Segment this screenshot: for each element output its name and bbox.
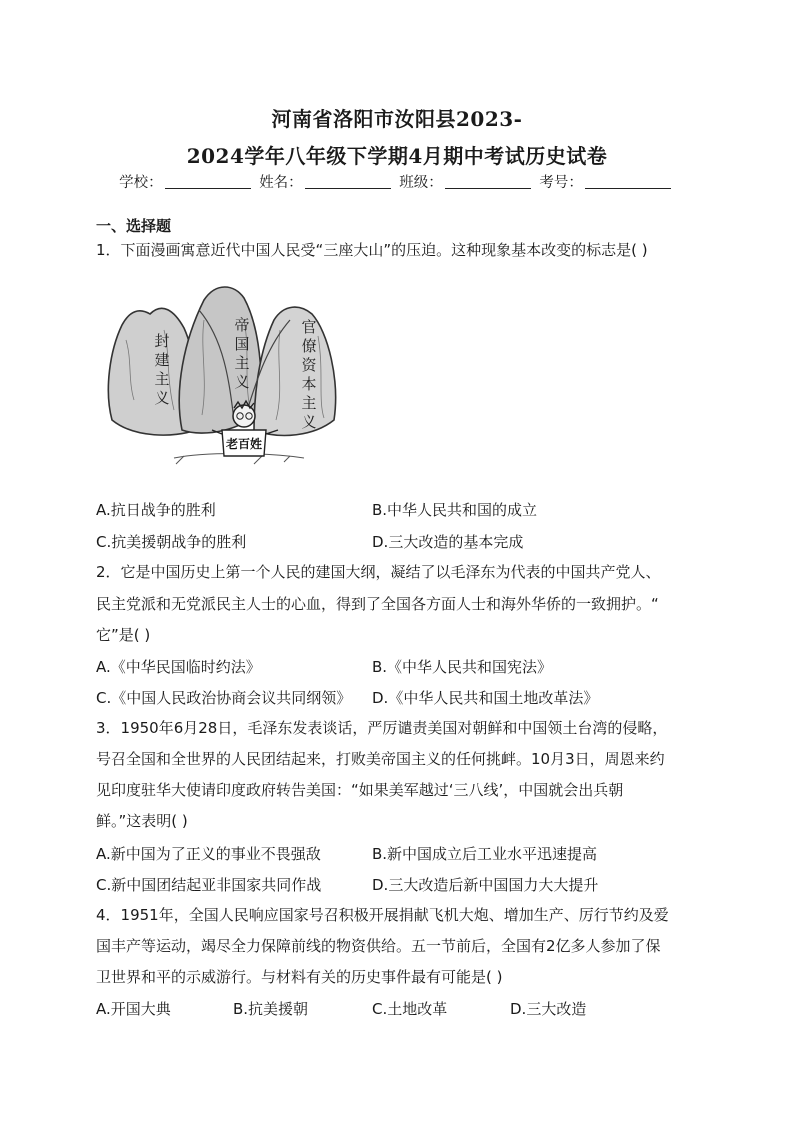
person-label: 老百姓 [225,437,263,451]
exam-title-line-2: 2024学年八年级下学期4月期中考试历史试卷 [186,144,608,168]
q2-option-b[interactable]: B.《中华人民共和国宪法》 [372,658,553,676]
three-mountains-cartoon [104,280,344,470]
q3-option-b[interactable]: B.新中国成立后工业水平迅速提高 [372,845,598,863]
q2-line-2: 民主党派和无党派民主人士的心血，得到了全国各方面人士和海外华侨的一致拥护。“ [96,595,659,613]
q1-option-d[interactable]: D.三大改造的基本完成 [372,533,524,551]
q3-option-c[interactable]: C.新中国团结起亚非国家共同作战 [96,876,322,894]
svg-text:封建主义: 封建主义 [154,332,170,407]
q3-line-3: 见印度驻华大使请印度政府转告美国：“如果美军越过‘三八线’，中国就会出兵朝 [96,781,624,799]
school-blank[interactable] [165,174,251,189]
q1-stem: 1．下面漫画寓意近代中国人民受“三座大山”的压迫。这种现象基本改变的标志是( ) [96,241,648,259]
q2-option-d[interactable]: D.《中华人民共和国土地改革法》 [372,689,599,707]
name-blank[interactable] [305,174,391,189]
exam-number-label: 考号： [539,175,583,191]
q4-option-d[interactable]: D.三大改造 [510,1000,587,1018]
school-label: 学校： [119,175,163,191]
q1-option-a[interactable]: A.抗日战争的胜利 [96,501,216,519]
q4-option-a[interactable]: A.开国大典 [96,1000,171,1018]
student-info-row [0,171,794,192]
class-label: 班级： [399,175,443,191]
name-label: 姓名： [259,175,303,191]
q4-option-c[interactable]: C.土地改革 [372,1000,448,1018]
svg-text:帝国主义: 帝国主义 [234,316,250,391]
q3-option-a[interactable]: A.新中国为了正义的事业不畏强敌 [96,845,321,863]
q2-line-3: 它”是( ) [96,626,151,644]
q3-line-2: 号召全国和全世界的人民团结起来，打败美帝国主义的任何挑衅。10月3日，周恩来约 [96,750,665,768]
exam-number-blank[interactable] [585,174,671,189]
section-title: 一、选择题 [96,217,172,235]
q3-line-4: 鲜。”这表明( ) [96,812,188,830]
q4-line-1: 4．1951年，全国人民响应国家号召积极开展捐献飞机大炮、增加生产、厉行节约及爱 [96,906,669,924]
q2-line-1: 2．它是中国历史上第一个人民的建国大纲，凝结了以毛泽东为代表的中国共产党人、 [96,563,661,581]
left-label-1: 封 [154,332,170,350]
svg-text:官僚资本主义: 官僚资本主义 [301,318,317,431]
q4-line-2: 国丰产等运动，竭尽全力保障前线的物资供给。五一节前后，全国有2亿多人参加了保 [96,937,661,955]
q3-option-d[interactable]: D.三大改造后新中国国力大大提升 [372,876,599,894]
q1-option-c[interactable]: C.抗美援朝战争的胜利 [96,533,247,551]
q2-option-c[interactable]: C.《中国人民政治协商会议共同纲领》 [96,689,352,707]
q2-option-a[interactable]: A.《中华民国临时约法》 [96,658,261,676]
exam-title-line-1: 河南省洛阳市汝阳县2023- [271,107,523,131]
q4-option-b[interactable]: B.抗美援朝 [233,1000,309,1018]
q3-line-1: 3．1950年6月28日，毛泽东发表谈话，严厉谴责美国对朝鲜和中国领土台湾的侵略， [96,719,668,737]
class-blank[interactable] [445,174,531,189]
q1-option-b[interactable]: B.中华人民共和国的成立 [372,501,538,519]
q4-line-3: 卫世界和平的示威游行。与材料有关的历史事件最有可能是( ) [96,968,503,986]
